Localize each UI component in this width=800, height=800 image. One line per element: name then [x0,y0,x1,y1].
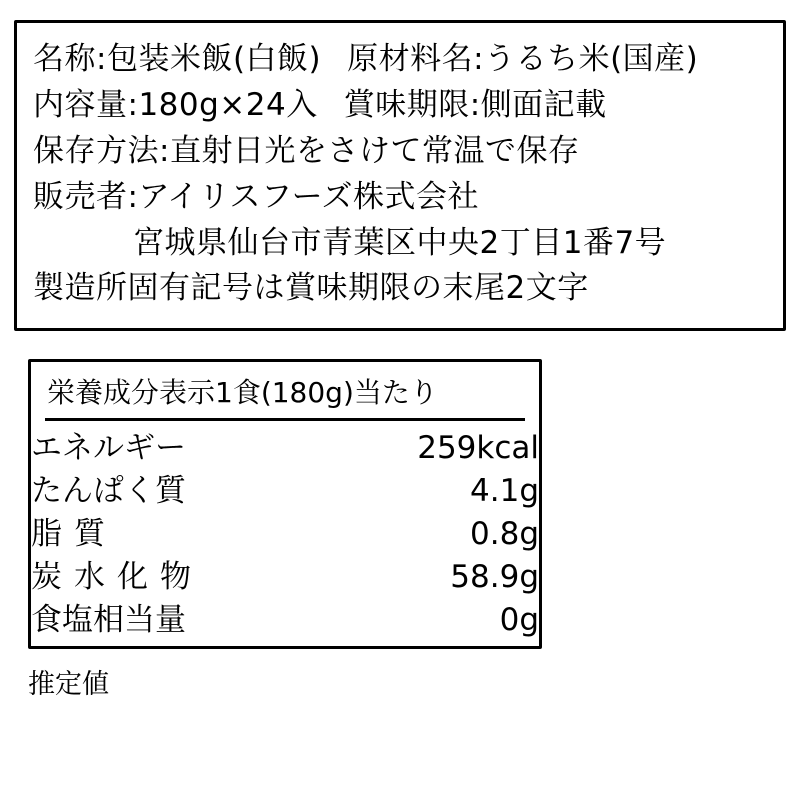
nutrition-label-energy: エネルギー [31,430,186,467]
product-info-box [14,20,786,331]
nutrition-label-carbohydrate: 炭水化物 [31,558,203,595]
table-row [31,556,539,599]
product-info-line [33,83,767,129]
nutrition-label-fat: 脂質 [31,515,117,552]
nutrition-value-salt: 0g [499,601,539,638]
nutrition-label-protein: たんぱく質 [31,472,186,509]
factory-code-note-text: 製造所固有記号は賞味期限の末尾2文字 [33,270,589,307]
seller-address-text: 宮城県仙台市青葉区中央2丁目1番7号 [133,224,667,261]
storage-method-text: 保存方法:直射日光をさけて常温で保存 [33,132,580,169]
ingredients-text: 原材料名:うるち米(国産) [347,41,699,77]
table-row [31,427,539,470]
nutrition-value-carbohydrate: 58.9g [450,558,539,595]
nutrition-value-protein: 4.1g [470,472,539,509]
net-content-text: 内容量:180g×24入 [33,86,318,123]
product-name-text: 名称:包装米飯(白飯) [33,41,322,77]
nutrition-title: 栄養成分表示1食(180g)当たり [47,376,438,410]
best-before-text: 賞味期限:側面記載 [343,86,607,123]
nutrition-divider [45,418,525,421]
table-row [31,599,539,642]
nutrition-table [31,427,539,642]
seller-text: 販売者:アイリスフーズ株式会社 [33,178,480,215]
table-row [31,470,539,513]
table-row [31,513,539,556]
estimated-value-note: 推定値 [28,668,109,700]
nutrition-value-energy: 259kcal [417,430,539,467]
nutrition-value-fat: 0.8g [470,515,539,552]
nutrition-label-salt: 食塩相当量 [31,601,186,638]
product-info-line [33,37,767,83]
nutrition-facts-box [28,359,542,648]
